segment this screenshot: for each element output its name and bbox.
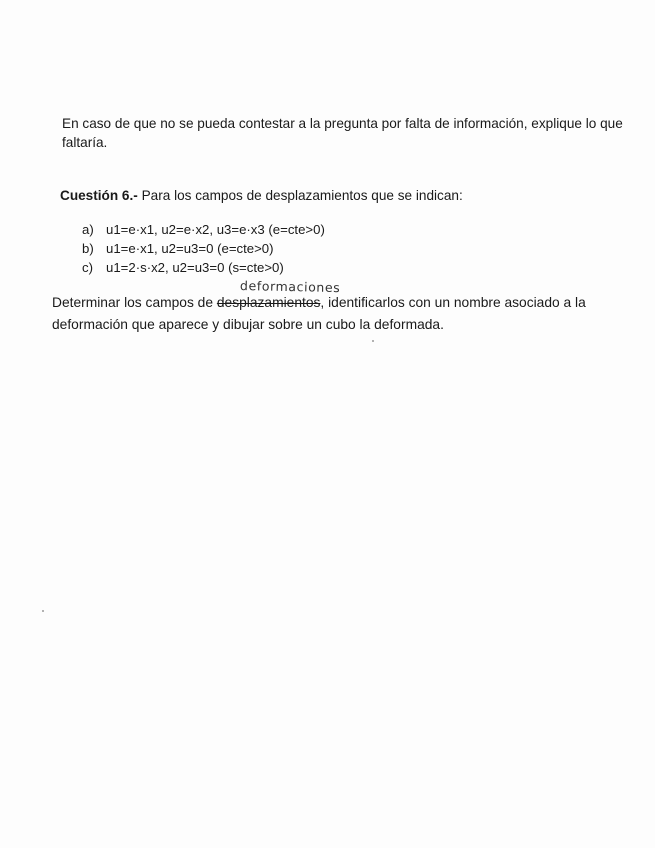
list-item-text: u1=2·s·x2, u2=u3=0 (s=cte>0) xyxy=(106,260,284,275)
instruction-text-after: , identificarlos con un nombre asociado a la deformación que aparece y dibujar sobre un cubo la deformada. xyxy=(52,295,586,332)
question-text: Para los campos de desplazamientos que se indican: xyxy=(141,188,463,203)
list-item xyxy=(82,220,325,239)
instruction-paragraph xyxy=(52,292,652,336)
scan-speck xyxy=(42,610,44,612)
list-item-marker: c) xyxy=(82,260,93,275)
displacement-field-list xyxy=(82,220,325,277)
list-item-marker: a) xyxy=(82,222,94,237)
handwritten-correction: deformaciones xyxy=(239,278,341,296)
instruction-text-before: Determinar los campos de xyxy=(52,295,217,310)
question-heading xyxy=(60,186,650,205)
list-item xyxy=(82,258,325,277)
list-item xyxy=(82,239,325,258)
intro-paragraph: En caso de que no se pueda contestar a la pregunta por falta de información, explique lo que faltaría. xyxy=(62,116,623,150)
list-item-marker: b) xyxy=(82,241,94,256)
scan-speck xyxy=(372,340,374,342)
struck-word: desplazamientos xyxy=(216,295,321,310)
list-item-text: u1=e·x1, u2=e·x2, u3=e·x3 (e=cte>0) xyxy=(106,222,325,237)
list-item-text: u1=e·x1, u2=u3=0 (e=cte>0) xyxy=(106,241,274,256)
question-label: Cuestión 6.- xyxy=(60,188,138,203)
